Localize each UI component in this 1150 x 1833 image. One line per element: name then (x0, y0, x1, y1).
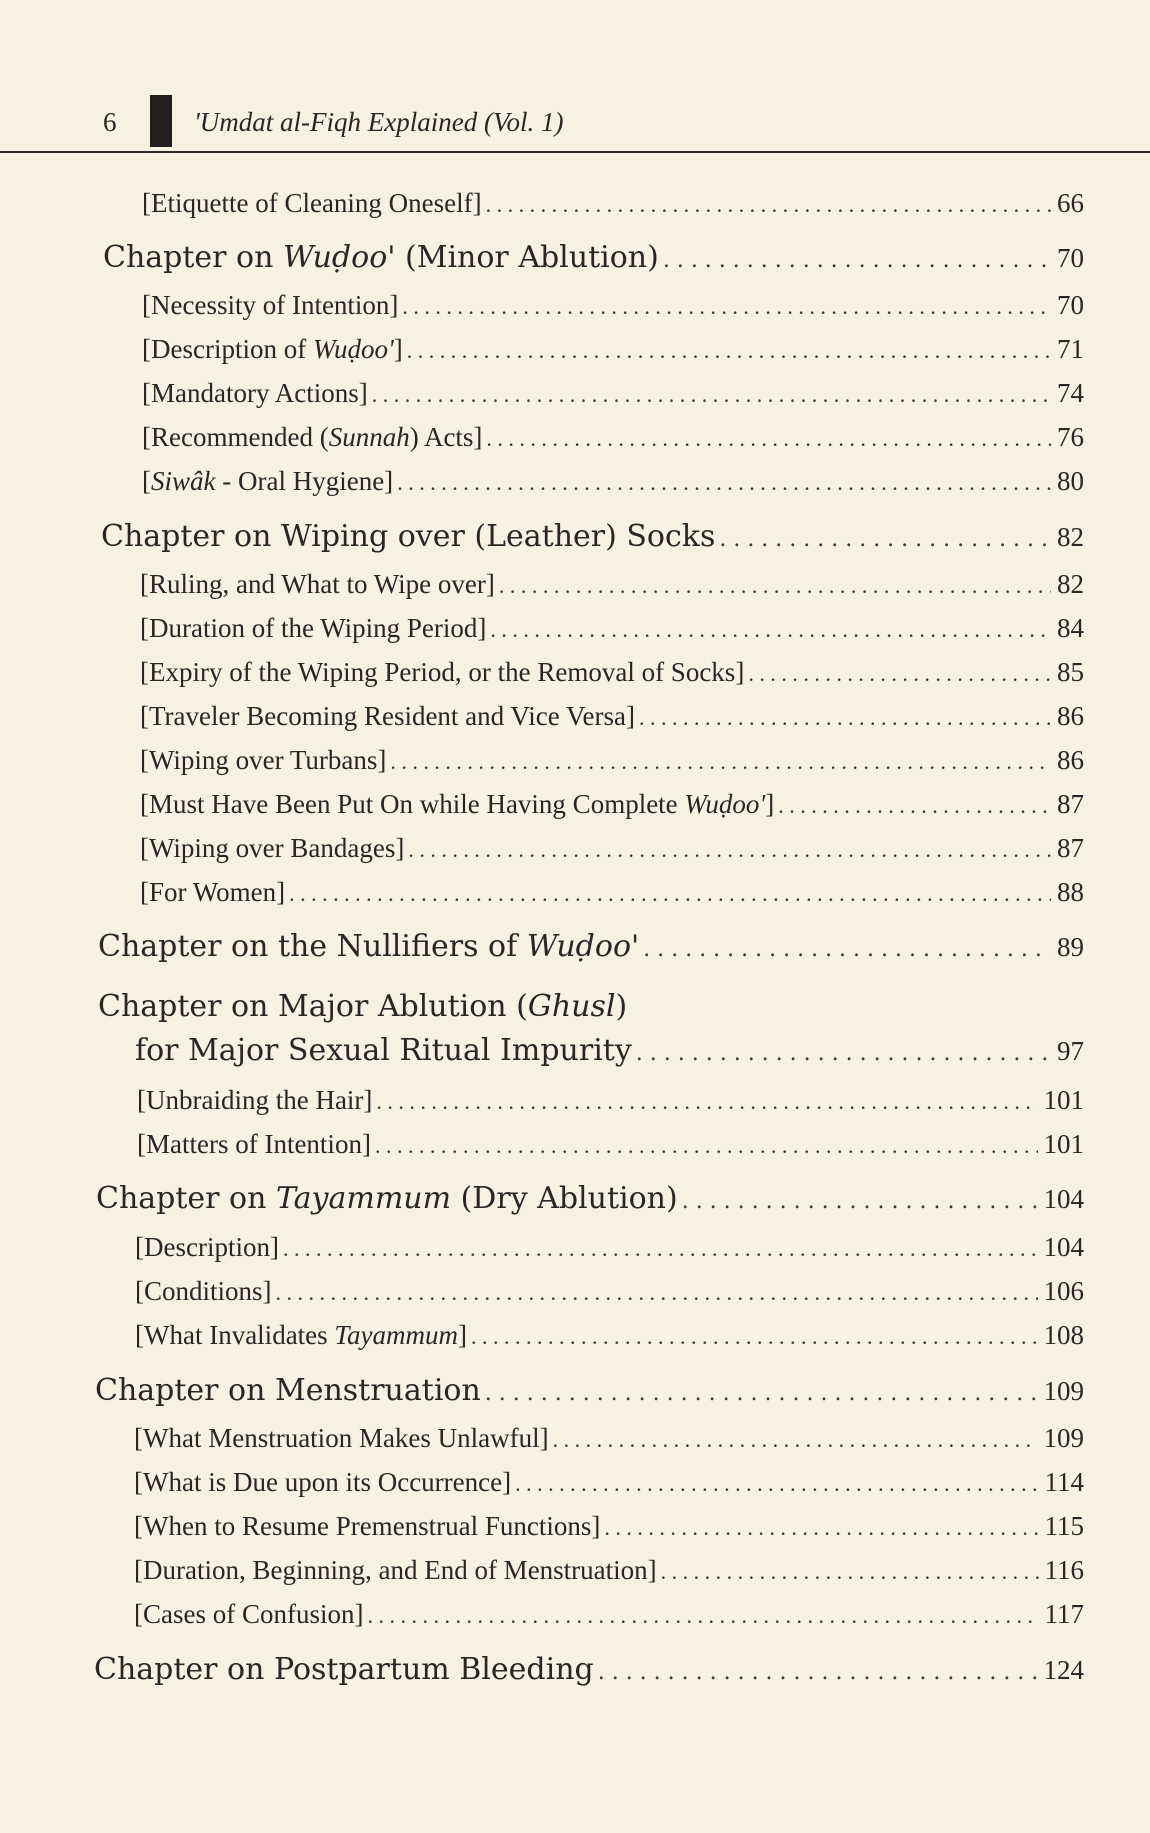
toc-entry-page: 70 (1057, 243, 1084, 273)
toc-entry-label: [Duration, Beginning, and End of Menstruation] (134, 1555, 657, 1585)
toc-entry-page: 115 (1044, 1511, 1084, 1541)
toc-chapter-label: Chapter on Wiping over (Leather) Socks (101, 519, 716, 554)
toc-entry-page: 109 (1043, 1376, 1084, 1406)
toc-entry[interactable] (142, 378, 1084, 409)
toc-entry-label: [Description of Wuḍoo'] (142, 334, 403, 364)
toc-entry-page: 109 (1043, 1423, 1084, 1453)
toc-entry-page: 76 (1057, 422, 1084, 452)
toc-entry-label: [Must Have Been Put On while Having Complete Wuḍoo'] (140, 789, 775, 819)
toc-entry[interactable] (142, 466, 1084, 497)
toc-entry[interactable] (134, 1599, 1084, 1630)
toc-entry-label: [Unbraiding the Hair] (137, 1085, 373, 1115)
dot-leader (390, 745, 1051, 776)
dot-leader (639, 701, 1051, 732)
toc-entry-page: 117 (1044, 1599, 1084, 1629)
page-number: 6 (103, 107, 117, 137)
toc-entry-label: [Traveler Becoming Resident and Vice Versa] (140, 701, 636, 731)
toc-entry-page: 114 (1044, 1467, 1084, 1497)
toc-entry-label: [For Women] (140, 877, 286, 907)
toc-entry-label: [Cases of Confusion] (134, 1599, 364, 1629)
dot-leader (376, 1085, 1037, 1116)
dot-leader (276, 1276, 1038, 1307)
toc-entry[interactable] (142, 290, 1084, 321)
header-rule (0, 151, 1150, 153)
dot-leader (408, 833, 1051, 864)
toc-entry[interactable] (142, 422, 1084, 453)
toc-entry-page: 84 (1057, 613, 1084, 643)
toc-entry[interactable] (135, 1232, 1084, 1263)
dot-leader (471, 1320, 1038, 1351)
toc-entry-label: [Mandatory Actions] (142, 378, 368, 408)
dot-leader (636, 1033, 1051, 1068)
toc-entry-page: 104 (1043, 1232, 1084, 1262)
toc-chapter-label-continued: for Major Sexual Ritual Impurity (135, 1033, 632, 1068)
toc-entry[interactable] (134, 1555, 1084, 1586)
dot-leader (367, 1599, 1038, 1630)
toc-entry-label: [Necessity of Intention] (142, 290, 399, 320)
dot-leader (402, 290, 1051, 321)
toc-entry-page: 101 (1043, 1129, 1084, 1159)
dot-leader (553, 1423, 1038, 1454)
toc-chapter[interactable] (135, 1033, 1084, 1068)
toc-entry-label: [Recommended (Sunnah) Acts] (142, 422, 483, 452)
toc-entry[interactable] (135, 1276, 1084, 1307)
toc-entry-page: 86 (1057, 745, 1084, 775)
toc-entry-page: 101 (1043, 1085, 1084, 1115)
dot-leader (486, 188, 1051, 219)
dot-leader (682, 1181, 1038, 1216)
toc-entry[interactable] (137, 1085, 1084, 1116)
toc-chapter[interactable] (101, 519, 1084, 554)
dot-leader (397, 466, 1051, 497)
toc-entry-label: [Matters of Intention] (137, 1129, 371, 1159)
toc-entry-page: 104 (1043, 1184, 1084, 1214)
toc-entry[interactable] (140, 613, 1084, 644)
toc-entry[interactable] (140, 789, 1084, 820)
toc-entry-page: 66 (1057, 188, 1084, 218)
dot-leader (663, 240, 1051, 275)
toc-entry-label: [Conditions] (135, 1276, 272, 1306)
toc-entry-page: 74 (1057, 378, 1084, 408)
toc-entry[interactable] (137, 1129, 1084, 1160)
toc-entry-page: 82 (1057, 522, 1084, 552)
toc-entry-label: [What Menstruation Makes Unlawful] (134, 1423, 549, 1453)
toc-entry-label: [Wiping over Bandages] (140, 833, 405, 863)
toc-entry-label: [Description] (135, 1232, 279, 1262)
dot-leader (604, 1511, 1038, 1542)
header-bar (150, 95, 172, 147)
toc-chapter-label: Chapter on the Nullifiers of Wuḍoo' (98, 929, 640, 964)
toc-entry-page: 85 (1057, 657, 1084, 687)
toc-chapter[interactable] (98, 929, 1084, 964)
dot-leader (490, 613, 1051, 644)
toc-entry-label: [Wiping over Turbans] (140, 745, 387, 775)
toc-chapter[interactable] (103, 240, 1084, 275)
toc-entry[interactable] (140, 745, 1084, 776)
toc-entry[interactable] (134, 1467, 1084, 1498)
toc-entry-label: [What Invalidates Tayammum] (135, 1320, 467, 1350)
toc-entry-page: 80 (1057, 466, 1084, 496)
toc-entry-label: [Expiry of the Wiping Period, or the Removal of Socks] (140, 657, 745, 687)
toc-entry[interactable] (142, 188, 1084, 219)
toc-entry-page: 71 (1057, 334, 1084, 364)
dot-leader (485, 1373, 1038, 1408)
toc-entry-page: 108 (1043, 1320, 1084, 1350)
toc-entry[interactable] (135, 1320, 1084, 1351)
toc-chapter[interactable] (96, 1181, 1084, 1216)
toc-entry-page: 89 (1057, 932, 1084, 962)
toc-entry-page: 97 (1057, 1036, 1084, 1066)
page-header (0, 95, 1150, 155)
toc-entry-page: 106 (1043, 1276, 1084, 1306)
dot-leader (719, 519, 1051, 554)
dot-leader (748, 657, 1051, 688)
toc-entry-page: 87 (1057, 789, 1084, 819)
toc-entry-page: 87 (1057, 833, 1084, 863)
toc-entry[interactable] (140, 657, 1084, 688)
toc-entry-page: 116 (1044, 1555, 1084, 1585)
dot-leader (499, 569, 1051, 600)
running-title: 'Umdat al-Fiqh Explained (Vol. 1) (194, 107, 564, 137)
toc-entry-label: [Etiquette of Cleaning Oneself] (142, 188, 482, 218)
toc-entry-page: 124 (1043, 1655, 1084, 1685)
toc-chapter-label: Chapter on Postpartum Bleeding (94, 1652, 594, 1687)
toc-entry[interactable] (140, 701, 1084, 732)
toc-entry-page: 88 (1057, 877, 1084, 907)
dot-leader (643, 929, 1051, 964)
toc-chapter-label: Chapter on Tayammum (Dry Ablution) (96, 1181, 678, 1216)
toc-entry[interactable] (134, 1423, 1084, 1454)
toc-entry[interactable] (140, 877, 1084, 908)
dot-leader (515, 1467, 1038, 1498)
toc-entry-label: [Ruling, and What to Wipe over] (140, 569, 495, 599)
toc-entry-page: 86 (1057, 701, 1084, 731)
toc-chapter[interactable] (94, 1652, 1084, 1687)
dot-leader (407, 334, 1051, 365)
toc-entry-label: [Siwâk - Oral Hygiene] (142, 466, 394, 496)
dot-leader (598, 1652, 1038, 1687)
toc-entry[interactable] (134, 1511, 1084, 1542)
toc-entry[interactable] (140, 569, 1084, 600)
toc-entry[interactable] (140, 833, 1084, 864)
toc-entry-label: [Duration of the Wiping Period] (140, 613, 487, 643)
toc-entry-label: [What is Due upon its Occurrence] (134, 1467, 512, 1497)
dot-leader (289, 877, 1051, 908)
dot-leader (486, 422, 1051, 453)
toc-entry-page: 82 (1057, 569, 1084, 599)
toc-entry-page: 70 (1057, 290, 1084, 320)
toc-chapter-label: Chapter on Major Ablution (Ghusl) (98, 989, 628, 1024)
dot-leader (661, 1555, 1039, 1586)
toc-chapter[interactable] (95, 1373, 1084, 1408)
toc-chapter-label: Chapter on Menstruation (95, 1373, 481, 1408)
dot-leader (375, 1129, 1038, 1160)
toc-entry-label: [When to Resume Premenstrual Functions] (134, 1511, 601, 1541)
toc-chapter-label: Chapter on Wuḍoo' (Minor Ablution) (103, 240, 659, 275)
toc-entry[interactable] (142, 334, 1084, 365)
dot-leader (372, 378, 1051, 409)
dot-leader (778, 789, 1051, 820)
dot-leader (283, 1232, 1038, 1263)
